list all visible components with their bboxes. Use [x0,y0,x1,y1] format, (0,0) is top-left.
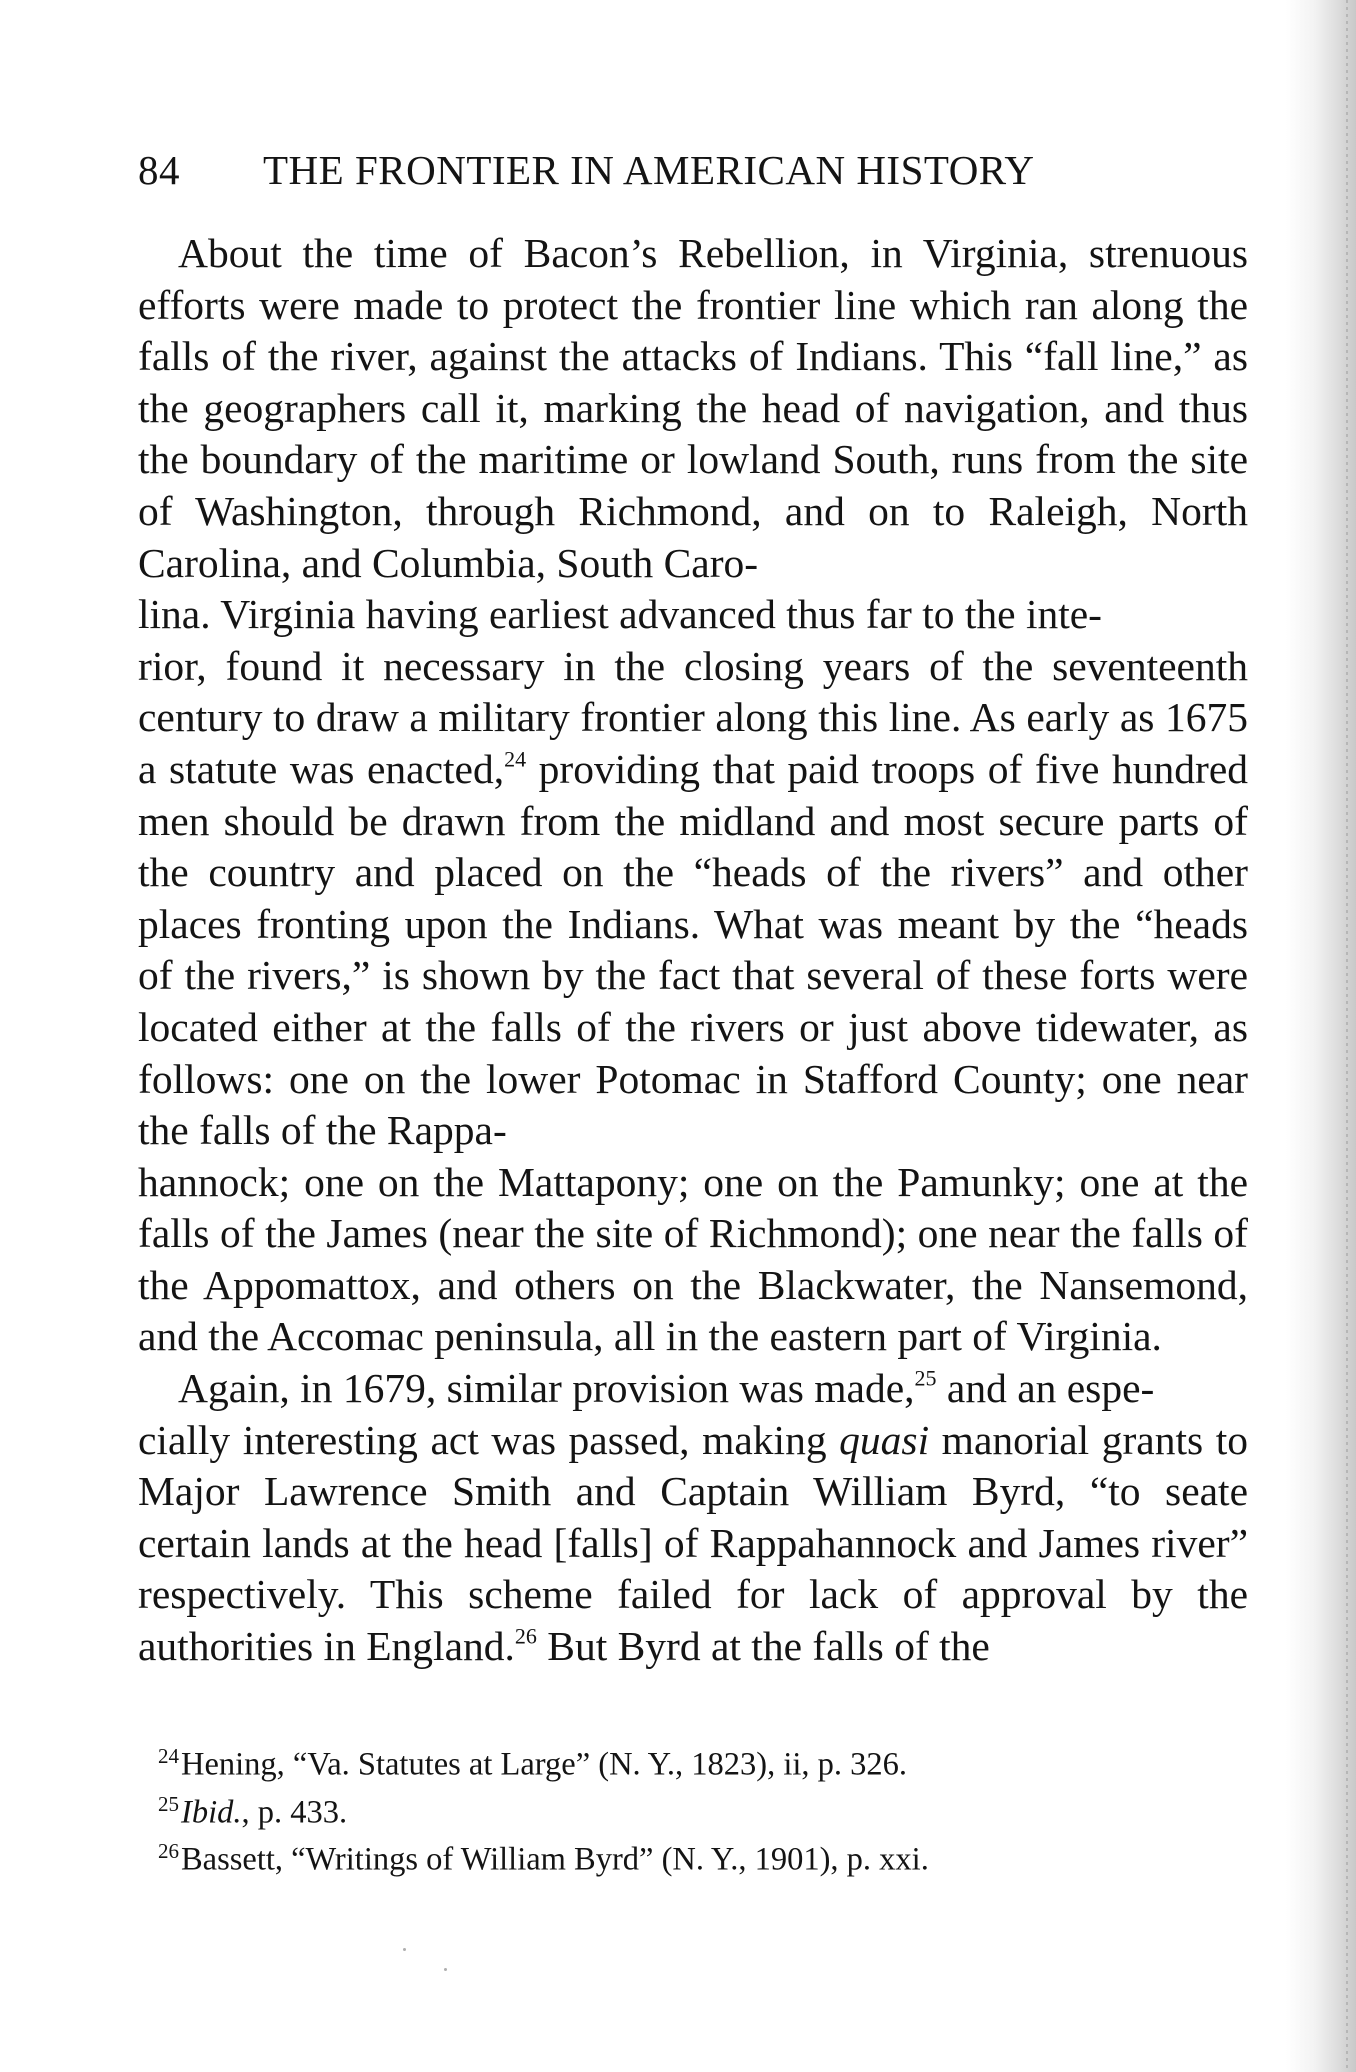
body-text [138,228,1248,1673]
paragraph-2-text-c: cially interesting act was passed, making [138,1416,840,1463]
footnote-number: 26 [158,1839,179,1864]
footnote-ref-26: 26 [514,1623,537,1649]
paragraph-1 [138,228,1248,1363]
paragraph-1-text-e: hannock; one on the Mattapony; one on the Pamunky; one at the falls of the James (near the site of Richmond); one near the falls of the Appomattox, and others on the Blackwater, the Nansemond, and the Accomac peninsula, all in the eastern part of Virginia. [138,1158,1248,1360]
paragraph-2-italic-quasi: quasi [839,1416,930,1463]
paragraph-1-text-b: lina. Virginia having earliest advanced thus far to the inte- [138,591,1103,638]
scan-speck [444,1968,447,1971]
paragraph-2-text-d: manorial grants to Major Lawrence Smith and Captain William Byrd, “to seate certain lands at the head [falls] of Rappahannock and James river” respectively. This scheme failed for lack of approval by the authorities in England. [138,1416,1249,1670]
page-number: 84 [138,147,180,193]
paragraph-2-text-a: Again, in 1679, similar provision was made, [178,1365,915,1412]
footnote-number: 24 [158,1744,179,1768]
paragraph-1-text-c: rior, found it necessary in the closing years of the seventeenth century to draw a military frontier along this line. As early as 1675 a statute was enacted, [138,642,1248,792]
paragraph-2-text-e: But Byrd at the falls of the [536,1623,990,1670]
paragraph-2 [138,1363,1248,1673]
footnote-text: Bassett, “Writings of William Byrd” (N. Y., 1901), p. xxi. [181,1841,929,1878]
footnote-text: Hening, “Va. Statutes at Large” (N. Y., 1823), ii, p. 326. [181,1746,907,1783]
page-edge-shadow [1286,0,1356,2072]
page-header [138,140,1248,200]
paragraph-2-text-b: and an espe- [936,1365,1155,1412]
paragraph-1-text-a: About the time of Bacon’s Rebellion, in Virginia, strenuous efforts were made to protect the frontier line which ran along the falls of the river, against the attacks of Indians. This “fall line,” as the geographers call it, marking the head of navigation, and thus the boundary of the maritime or lowland South, runs from the site of Washington, through Richmond, and on to Raleigh, North Carolina, and Columbia, South Caro- [138,230,1248,586]
footnote-text: , p. 433. [241,1794,348,1831]
running-head: THE FRONTIER IN AMERICAN HISTORY [263,147,1035,193]
scan-speck [403,1948,406,1951]
paragraph-1-text-d: providing that paid troops of five hundred men should be drawn from the midland and most secure parts of the country and placed on the “heads of the rivers” and other places fronting upon the Indians. What was meant by the “heads of the rivers,” is shown by the fact that several of these forts were located either at the falls of the rivers or just above tidewater, as follows: one on the lower Potomac in Stafford County; one near the falls of the Rappa- [138,745,1248,1154]
footnote-ref-25: 25 [914,1365,937,1391]
footnote-25 [158,1785,1248,1833]
footnote-number: 25 [158,1791,179,1816]
footnotes [158,1737,1248,1880]
footnote-ref-24: 24 [504,746,527,772]
footnote-italic-ibid: Ibid. [181,1794,242,1831]
footnote-24 [158,1737,1248,1785]
footnote-26 [158,1832,1248,1880]
